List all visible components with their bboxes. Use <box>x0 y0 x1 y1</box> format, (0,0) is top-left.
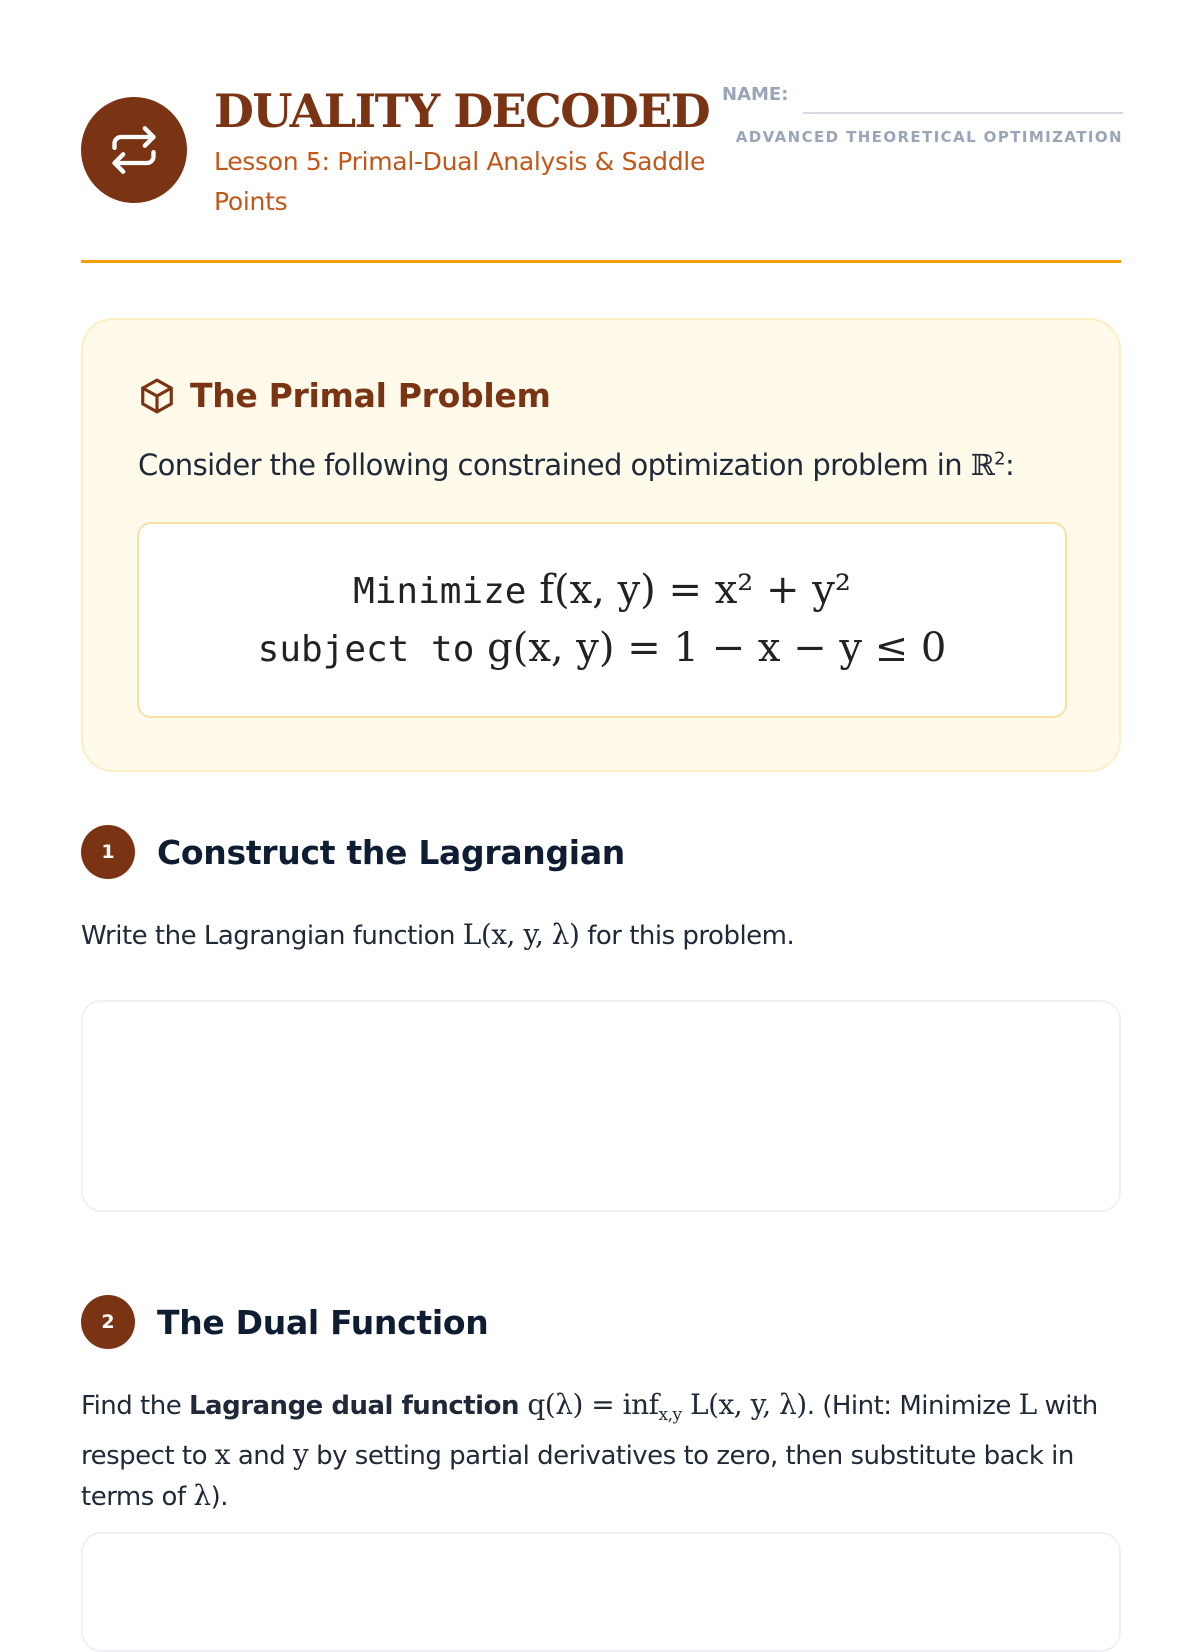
course-label: ADVANCED THEORETICAL OPTIMIZATION <box>735 128 1123 146</box>
subject-to-keyword: subject to <box>257 629 475 670</box>
math-L: L <box>1018 1388 1037 1421</box>
section-2-prompt <box>81 1385 1121 1517</box>
repeat-arrows-icon <box>108 124 160 176</box>
primal-intro <box>138 448 1014 482</box>
page-title: DUALITY DECODED <box>214 84 710 138</box>
constraint-line <box>139 620 1065 678</box>
minimize-keyword: Minimize <box>353 571 527 612</box>
dual-function-expression: q(λ) = inf <box>518 1388 659 1421</box>
prompt-text: Write the Lagrangian function <box>81 921 463 951</box>
lesson-subtitle: Lesson 5: Primal-Dual Analysis & Saddle Points <box>214 147 706 216</box>
section-1-header <box>81 825 625 879</box>
name-label: NAME: <box>722 84 789 105</box>
primal-header <box>138 376 551 415</box>
real-space-symbol: ℝ <box>970 448 995 482</box>
section-number-badge: 2 <box>81 1295 135 1349</box>
math-y: y <box>293 1438 309 1472</box>
logo <box>81 97 187 203</box>
hint-text: with respect to <box>81 1391 1098 1472</box>
section-title: The Dual Function <box>157 1302 489 1342</box>
problem-formula <box>137 522 1067 718</box>
section-1-prompt <box>81 915 1121 956</box>
primal-problem-box <box>81 318 1121 772</box>
prompt-text: Find the <box>81 1391 189 1421</box>
hint-text: . (Hint: Minimize <box>806 1391 1019 1421</box>
header-divider <box>81 260 1121 263</box>
real-space-exponent: 2 <box>994 448 1005 470</box>
math-lambda: λ <box>193 1479 211 1513</box>
name-field[interactable] <box>803 112 1123 114</box>
section-number-badge: 1 <box>81 825 135 879</box>
dual-function-term: Lagrange dual function <box>188 1391 519 1421</box>
hint-text-end: ). <box>210 1482 229 1513</box>
lagrangian-symbol: L(x, y, λ) <box>462 918 580 951</box>
answer-box-1[interactable] <box>81 1000 1121 1212</box>
hint-text: by setting partial derivatives to zero, then substitute back in terms of <box>81 1441 1074 1513</box>
dual-function-lagrangian: L(x, y, λ) <box>681 1388 807 1421</box>
answer-box-2[interactable] <box>81 1532 1121 1652</box>
primal-intro-colon: : <box>1004 448 1015 482</box>
objective-line <box>139 562 1065 620</box>
hint-text: and <box>230 1441 294 1472</box>
math-x: x <box>214 1438 231 1472</box>
primal-intro-text: Consider the following constrained optimization problem in <box>138 448 971 482</box>
primal-title: The Primal Problem <box>190 376 551 415</box>
constraint-expression: g(x, y) = 1 − x − y ≤ 0 <box>487 625 947 671</box>
section-title: Construct the Lagrangian <box>157 832 625 872</box>
inf-subscript: x,y <box>658 1405 682 1426</box>
section-2-header <box>81 1295 488 1349</box>
objective-expression: f(x, y) = x² + y² <box>539 567 851 613</box>
cube-icon <box>138 377 176 415</box>
prompt-text-end: for this problem. <box>579 921 795 951</box>
